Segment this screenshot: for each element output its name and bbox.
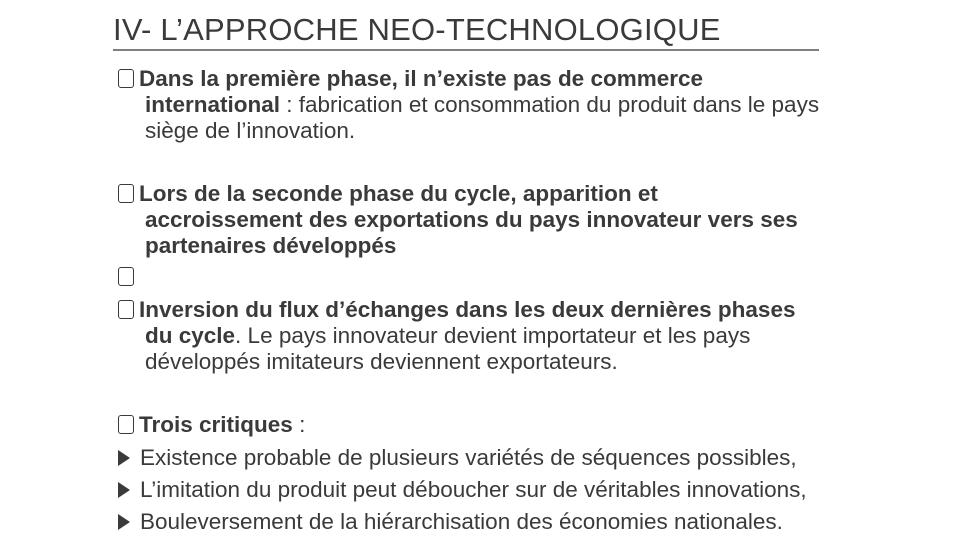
bullet-text-bold: du cycle [145, 323, 236, 348]
square-bullet-icon [118, 184, 134, 203]
bullet-text: développés imitateurs deviennent exportateurs. [145, 349, 618, 374]
sub-bullet [118, 509, 783, 535]
arrow-bullet-icon [118, 482, 130, 498]
bullet-first-phase [118, 66, 958, 144]
arrow-bullet-icon [118, 514, 130, 530]
bullet-second-phase [118, 181, 958, 259]
sub-bullet [118, 445, 797, 471]
bullet-text: . Le pays innovateur devient importateur et les pays [235, 323, 751, 348]
bullet-empty [118, 264, 958, 290]
sub-bullet-text: Existence probable de plusieurs variétés de séquences possibles, [140, 445, 797, 470]
sub-bullet [118, 477, 807, 503]
bullet-text-bold: Trois critiques [139, 412, 293, 437]
bullet-text-bold: Inversion du flux d’échanges dans les deux dernières phases [139, 297, 796, 322]
bullet-text-bold: accroissement des exportations du pays innovateur vers ses [145, 207, 798, 232]
title-underline [113, 49, 819, 51]
bullet-text-bold: Lors de la seconde phase du cycle, apparition et [139, 181, 658, 206]
bullet-text: : fabrication et consommation du produit dans le pays [280, 92, 820, 117]
slide-title: IV- L’APPROCHE NEO-TECHNOLOGIQUE [113, 12, 721, 47]
bullet-text-bold: international [145, 92, 281, 117]
square-bullet-icon [118, 415, 134, 434]
bullet-text-bold: Dans la première phase, il n’existe pas de commerce [139, 66, 704, 91]
square-bullet-icon [118, 267, 134, 286]
sub-bullet-text: L’imitation du produit peut déboucher sur de véritables innovations, [140, 477, 807, 502]
bullet-inversion [118, 297, 958, 375]
sub-bullet-text: Bouleversement de la hiérarchisation des économies nationales. [140, 509, 783, 534]
arrow-bullet-icon [118, 450, 130, 466]
bullet-text: siège de l’innovation. [145, 118, 356, 143]
bullet-text: : [292, 412, 306, 437]
square-bullet-icon [118, 300, 134, 319]
bullet-critiques [118, 412, 958, 438]
square-bullet-icon [118, 69, 134, 88]
bullet-text-bold: partenaires développés [145, 233, 397, 258]
